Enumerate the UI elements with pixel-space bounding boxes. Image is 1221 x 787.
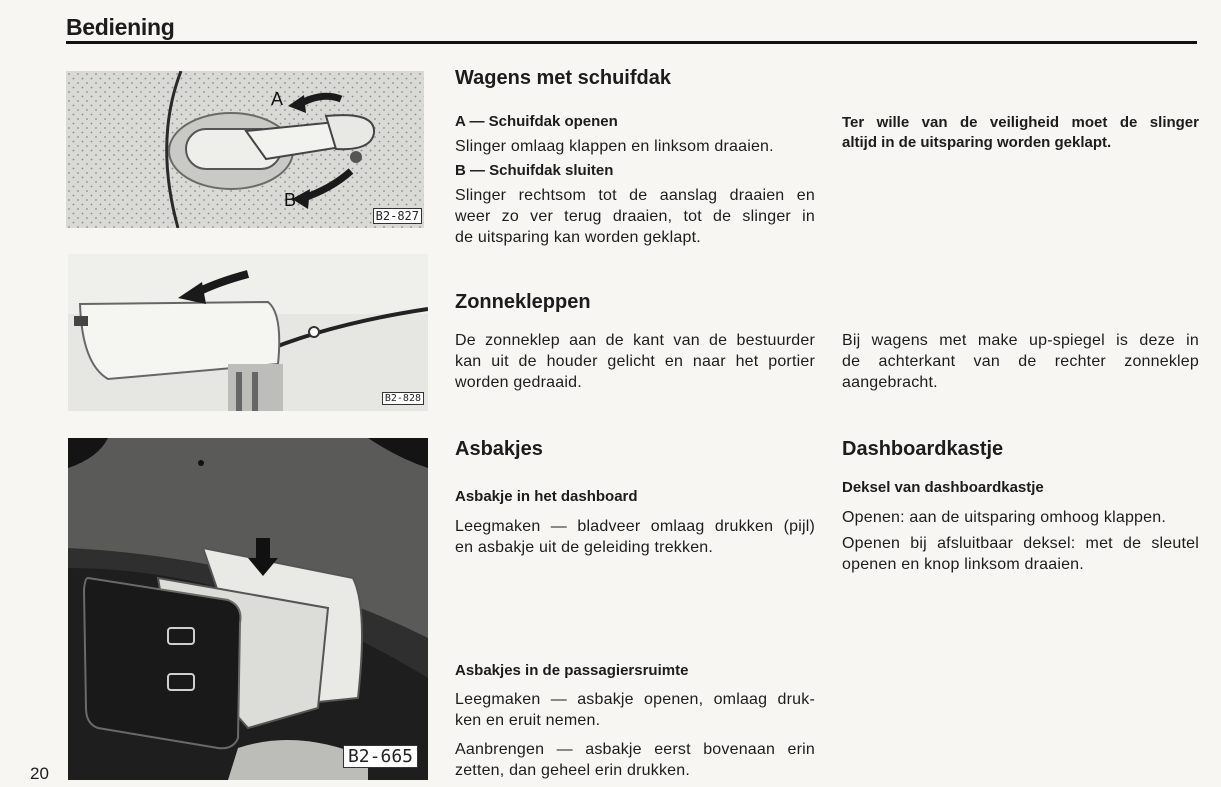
open-text: Slinger omlaag klappen en linksom draaien. [455,138,774,155]
page-title: Bediening [66,14,175,40]
text-line: Ter wille van de veiligheid moet de slinger [842,114,1199,131]
text-line: De zonneklep aan de kant van de bestuurder [455,332,815,349]
subheading-passenger-ashtrays: Asbakjes in de passagiersruimte [455,662,689,679]
visor-text-left [455,330,815,393]
section-heading-visors: Zonnekleppen [455,291,591,313]
text-line: Leegmaken — asbakje openen, omlaag druk- [455,691,815,708]
text-line: weer zo ver terug draaien, tot de slinger in [455,208,815,225]
text-line: Aanbrengen — asbakje eerst bovenaan erin [455,741,815,758]
visor-text-right [842,330,1199,393]
text-line: de uitsparing kan worden geklapt. [455,229,701,246]
page-number: 20 [30,764,49,783]
passenger-ashtray-text-1 [455,689,815,731]
text-line: worden gedraaid. [455,374,582,391]
glovebox-text-1: Openen: aan de uitsparing omhoog klappen. [842,509,1166,526]
text-line: Bij wagens met make up-spiegel is deze in [842,332,1199,349]
section-heading-ashtrays: Asbakjes [455,438,543,460]
text-line: Openen bij afsluitbaar deksel: met de sleutel [842,535,1199,552]
text-line: Leegmaken — bladveer omlaag drukken (pijl) [455,518,815,535]
dashboard-ashtray-photo [68,438,428,780]
text-line: openen en knop linksom draaien. [842,556,1084,573]
figure-code: B2-665 [343,745,418,768]
figure-code: B2-827 [373,208,422,224]
section-heading-sunroof: Wagens met schuifdak [455,67,671,89]
text-line: de achterkant van de rechter zonneklep [842,353,1199,370]
glovebox-text-2 [842,533,1199,575]
dash-ashtray-text [455,516,815,558]
text-line: altijd in de uitsparing worden geklapt. [842,134,1112,151]
sunroof-crank-photo [66,71,424,228]
sun-visor-photo [68,254,428,411]
text-line: ken en eruit nemen. [455,712,601,729]
passenger-ashtray-text-2 [455,739,815,781]
close-text [455,185,815,248]
text-line: aangebracht. [842,374,938,391]
section-heading-glovebox: Dashboardkastje [842,438,1004,460]
subheading-close: B — Schuifdak sluiten [455,162,614,179]
label-b: B [284,190,297,210]
text-line: Slinger rechtsom tot de aanslag draaien en [455,187,815,204]
label-a: A [271,89,284,109]
text-line: en asbakje uit de geleiding trekken. [455,539,714,556]
subheading-open: A — Schuifdak openen [455,113,618,130]
text-line: kan uit de houder gelicht en naar het portier [455,353,815,370]
text-line: zetten, dan geheel erin drukken. [455,762,691,779]
header-rule [66,41,1197,44]
safety-note [842,113,1199,153]
subheading-glovebox-lid: Deksel van dashboardkastje [842,479,1044,496]
figure-code: B2-828 [382,392,424,405]
subheading-dash-ashtray: Asbakje in het dashboard [455,488,638,505]
